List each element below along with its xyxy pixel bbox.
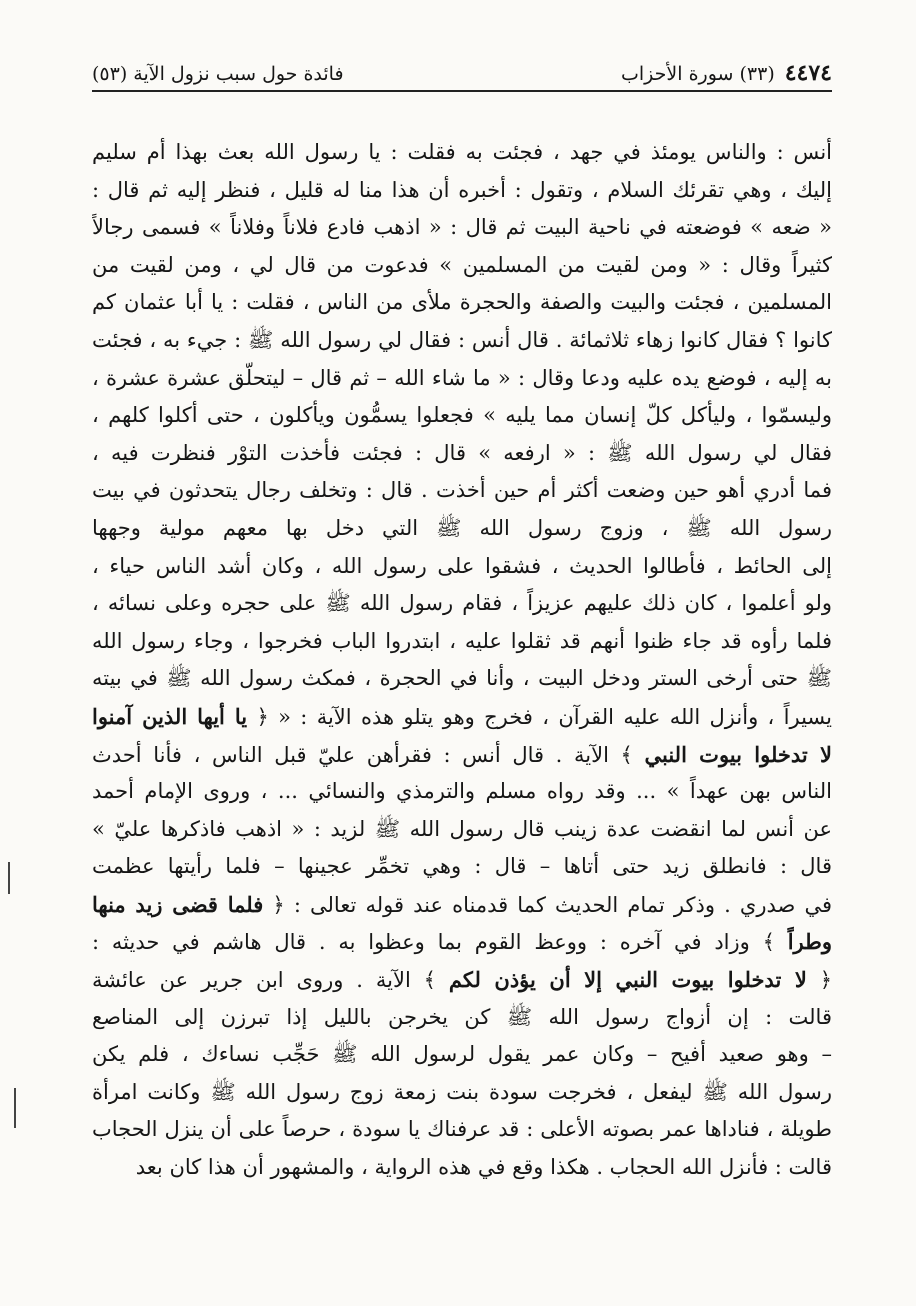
text-line [92, 360, 832, 398]
text-line [92, 923, 832, 961]
text-segment: عن أنس لما انقضت عدة زينب قال رسول الله ﷺ لزيد : « اذهب فاذكرها عليّ » [92, 816, 832, 841]
text-segment: المسلمين ، فجئت والبيت والصفة والحجرة ملأى من الناس ، فقلت : يا أبا عثمان كم [92, 290, 832, 315]
scan-margin-mark [14, 1088, 16, 1128]
text-segment: في صدري . وذكر تمام الحديث كما قدمناه عند قوله تعالى : ﴿ [263, 892, 832, 917]
text-segment: أنس : والناس يومئذ في جهد ، فجئت به فقلت : يا رسول الله بعث بهذا أم سليم [92, 140, 832, 164]
text-line [92, 172, 832, 210]
text-line [92, 585, 832, 623]
text-line [92, 435, 832, 473]
text-line [92, 886, 832, 924]
text-line [92, 322, 832, 360]
text-line [92, 284, 832, 322]
text-line [92, 660, 832, 698]
text-line [92, 548, 832, 586]
text-segment: الناس بهن عهداً » ... وقد رواه مسلم والترمذي والنسائي ... ، وروى الإمام أحمد [92, 779, 832, 804]
page-number: ٤٤٧٤ [784, 60, 832, 86]
text-segment: – وهو صعيد أفيح – وكان عمر يقول لرسول الله ﷺ حَجِّب نساءك ، فلم يكن [92, 1042, 832, 1067]
text-line [92, 1149, 832, 1187]
scan-margin-mark [8, 862, 10, 894]
text-line [92, 773, 832, 811]
text-segment: كثيراً وقال : « ومن لقيت من المسلمين » فدعوت من قال لي ، ومن لقيت من [92, 252, 832, 277]
text-segment: « ضعه » فوضعته في ناحية البيت ثم قال : « اذهب فادع فلاناً وفلاناً » فسمى رجالاً [92, 215, 832, 240]
text-line [92, 209, 832, 247]
page [92, 52, 832, 1187]
quran-verse-text: لا تدخلوا بيوت النبي [644, 741, 832, 767]
text-segment: إلى الحائط ، فأطالوا الحديث ، فشقوا على رسول الله ، وكان أشد الناس حياء ، [92, 553, 832, 578]
text-line [92, 1074, 832, 1112]
text-line [92, 961, 832, 999]
text-line [92, 397, 832, 435]
text-segment: رسول الله ﷺ ليفعل ، فخرجت سودة بنت زمعة زوج رسول الله ﷺ وكانت امرأة [92, 1079, 832, 1104]
text-segment: يسيراً ، وأنزل الله عليه القرآن ، فخرج وهو يتلو هذه الآية : « ﴿ [247, 704, 832, 729]
text-segment: قال : فانطلق زيد حتى أتاها – قال : وهي تخمِّر عجينها – فلما رأيتها عظمت [92, 854, 832, 879]
text-segment: رسول الله ﷺ ، وزوج رسول الله ﷺ التي دخل بها معهم مولية وجهها [92, 515, 832, 540]
text-line [92, 472, 832, 510]
quran-verse-text: وطراً [787, 929, 832, 955]
text-line [92, 999, 832, 1037]
text-segment: به إليه ، فوضع يده عليه ودعا وقال : « ما شاء الله – ثم قال – ليتحلّق عشرة عشرة ، [92, 365, 832, 390]
text-segment: طويلة ، فناداها عمر بصوته الأعلى : قد عرفناك يا سودة ، حرصاً على أن ينزل الحجاب [92, 1117, 832, 1142]
quran-verse-text: فلما قضى زيد منها [92, 891, 264, 917]
section-topic: فائدة حول سبب نزول الآية (٥٣) [92, 63, 344, 85]
text-line [92, 510, 832, 548]
text-segment: ﴾ الآية . قال أنس : فقرأهن عليّ قبل الناس ، فأنا أحدث [92, 742, 645, 767]
text-line [92, 811, 832, 849]
text-segment: ﴾ الآية . وروى ابن جرير عن عائشة [92, 968, 449, 993]
text-segment: ولو أعلموا ، كان ذلك عليهم عزيزاً ، فقام رسول الله ﷺ على حجره وعلى نسائه ، [92, 591, 832, 616]
text-segment: وليسمّوا ، وليأكل كلّ إنسان مما يليه » فجعلوا يسمُّون ويأكلون ، حتى أكلوا كلهم ، [92, 403, 832, 428]
text-line [92, 247, 832, 285]
text-line [92, 736, 832, 774]
text-segment: فقال لي رسول الله ﷺ : « ارفعه » قال : فجئت فأخذت التوْر فنظرت فيه ، [92, 440, 832, 465]
text-segment: كانوا ؟ فقال كانوا زهاء ثلاثمائة . قال أنس : فقال لي رسول الله ﷺ : جيء به ، فجئت [92, 327, 832, 352]
text-segment: إليك ، وهي تقرئك السلام ، وتقول : أخبره أن هذا منا له قليل ، فنظر إليه ثم قال : [92, 177, 832, 202]
text-segment: قالت : فأنزل الله الحجاب . هكذا وقع في هذه الرواية ، والمشهور أن هذا كان بعد [135, 1155, 832, 1180]
text-segment: فما أدري أهو حين وضعت أكثر أم حين أخذت . قال : وتخلف رجال يتحدثون في بيت [92, 478, 832, 503]
running-header [92, 52, 832, 92]
header-right [621, 60, 832, 86]
text-segment: ﴿ [806, 968, 832, 993]
text-segment: ﴾ وزاد في آخره : ووعظ القوم بما وعظوا به . قال هاشم في حديثه : [92, 930, 788, 955]
quran-verse-text: يا أيها الذين آمنوا [92, 703, 248, 729]
text-segment: ﷺ حتى أرخى الستر ودخل البيت ، وأنا في الحجرة ، فمكث رسول الله ﷺ في بيته [92, 666, 832, 691]
text-body [92, 134, 832, 1187]
text-line [92, 623, 832, 661]
surah-title: (٣٣) سورة الأحزاب [621, 63, 775, 85]
text-line [92, 1036, 832, 1074]
text-line [92, 1111, 832, 1149]
text-line [92, 134, 832, 172]
text-segment: فلما رأوه قد جاء ظنوا أنهم قد ثقلوا عليه ، ابتدروا الباب فخرجوا ، وجاء رسول الله [92, 628, 832, 653]
text-segment: قالت : إن أزواج رسول الله ﷺ كن يخرجن بالليل إذا تبرزن إلى المناصع [92, 1004, 832, 1029]
text-line [92, 848, 832, 886]
quran-verse-text: لا تدخلوا بيوت النبي إلا أن يؤذن لكم [448, 967, 807, 993]
text-line [92, 698, 832, 736]
